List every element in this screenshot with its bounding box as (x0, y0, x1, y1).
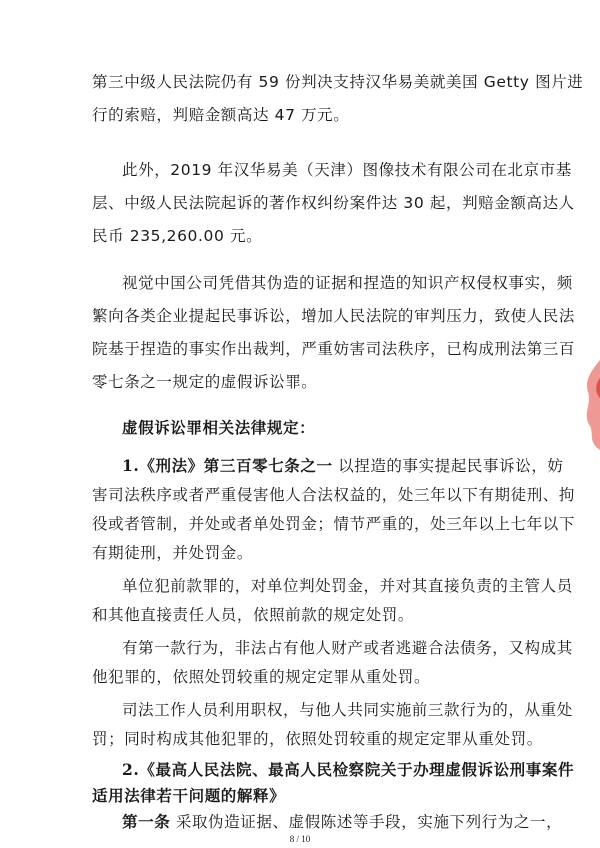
para3-line3: 院基于捏造的事实作出裁判，严重妨害司法秩序，已构成刑法第三百 (92, 340, 576, 358)
section-heading: 虚假诉讼罪相关法律规定： (122, 418, 316, 437)
para1-line1: 第三中级人民法院仍有 59 份判决支持汉华易美就美国 Getty 图片进 (92, 73, 584, 91)
law1-p4-line1: 司法工作人员利用职权，与他人共同实施前三款行为的，从重处 (122, 701, 573, 719)
red-seal-edge (578, 360, 600, 450)
law1-p3-line2: 他犯罪的，依照处罚较重的规定定罪从重处罚。 (92, 668, 431, 686)
law1-line1 (122, 456, 564, 476)
law2-article-text: 采取伪造证据、虚假陈述等手段，实施下列行为之一， (170, 813, 563, 831)
law1-title: 1.《刑法》第三百零七条之一 (122, 456, 333, 475)
law1-line2: 害司法秩序或者严重侵害他人合法权益的，处三年以下有期徒刑、拘 (92, 486, 576, 504)
para3-line4: 零七条之一规定的虚假诉讼罪。 (92, 373, 318, 391)
law2-article-label: 第一条 (122, 812, 171, 831)
para2-line2: 层、中级人民法院起诉的著作权纠纷案件达 30 起，判赔金额高达人 (92, 194, 575, 212)
law2-title-line1: 2.《最高人民法院、最高人民检察院关于办理虚假诉讼刑事案件 (122, 760, 575, 779)
law1-p4-line2: 罚；同时构成其他犯罪的，依照处罚较重的规定定罪从重处罚。 (92, 730, 543, 748)
law1-p2-line1: 单位犯前款罪的，对单位判处罚金，并对其直接负责的主管人员 (122, 577, 573, 595)
para3-line1: 视觉中国公司凭借其伪造的证据和捏造的知识产权侵权事实，频 (122, 274, 573, 292)
law1-line1-rest: 以捏造的事实提起民事诉讼，妨 (338, 457, 564, 475)
para2-line1: 此外，2019 年汉华易美（天津）图像技术有限公司在北京市基 (122, 161, 572, 179)
para1-line2: 行的索赔，判赔金额高达 47 万元。 (92, 106, 350, 124)
law1-p2-line2: 和其他直接责任人员，依照前款的规定处罚。 (92, 606, 415, 624)
page-number: 8 / 10 (289, 834, 311, 844)
para2-line3: 民币 235,260.00 元。 (92, 227, 263, 245)
law1-p3-line1: 有第一款行为，非法占有他人财产或者逃避合法债务，又构成其 (122, 639, 573, 657)
para3-line2: 繁向各类企业提起民事诉讼，增加人民法院的审判压力，致使人民法 (92, 307, 576, 325)
law1-line4: 有期徒刑，并处罚金。 (92, 544, 254, 562)
law1-line3: 役或者管制，并处或者单处罚金；情节严重的，处三年以上七年以下 (92, 515, 576, 533)
law2-title-line2: 适用法律若干问题的解释》 (92, 786, 286, 805)
